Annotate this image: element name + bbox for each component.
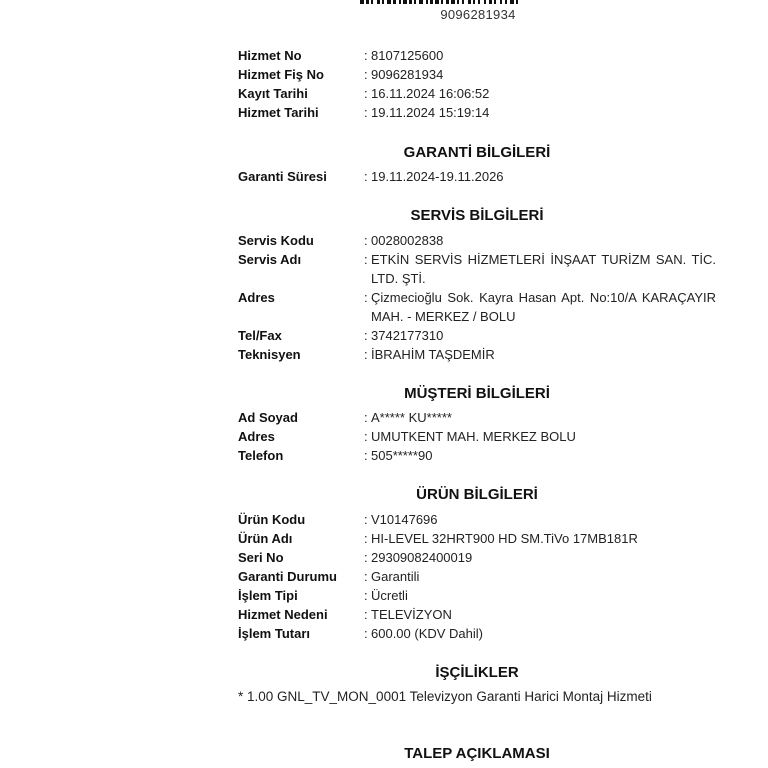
field-value: Ücretli: [371, 588, 408, 603]
section-heading-product: ÜRÜN BİLGİLERİ: [416, 486, 538, 503]
barcode-bar: [387, 0, 391, 4]
field-label: Adres: [238, 429, 275, 444]
barcode-bar: [478, 0, 480, 4]
field-label: Telefon: [238, 448, 284, 463]
field-value: Çizmecioğlu Sok. Kayra Hasan Apt. No:10/A KARAÇAYIR MAH. - MERKEZ / BOLU: [371, 290, 716, 324]
field-colon: :: [364, 169, 368, 184]
field-colon: :: [364, 328, 368, 343]
field-label: Teknisyen: [238, 347, 301, 362]
barcode-bar: [441, 0, 443, 4]
field-colon: :: [364, 607, 368, 622]
field-label: Kayıt Tarihi: [238, 86, 308, 101]
field-value: HI-LEVEL 32HRT900 HD SM.TiVo 17MB181R: [371, 531, 638, 546]
field-value: 9096281934: [371, 67, 444, 82]
field-value: Garantili: [371, 569, 420, 584]
field-value: 600.00 (KDV Dahil): [371, 626, 483, 641]
barcode-bar: [426, 0, 428, 4]
field-colon: :: [364, 569, 368, 584]
barcode-bar: [382, 0, 384, 4]
field-colon: :: [364, 429, 368, 444]
field-label: Hizmet Fiş No: [238, 67, 324, 82]
field-label: Tel/Fax: [238, 328, 282, 343]
barcode-bar: [484, 0, 486, 4]
field-value: 3742177310: [371, 328, 444, 343]
field-colon: :: [364, 512, 368, 527]
barcode-bar: [462, 0, 464, 4]
field-label: Ürün Kodu: [238, 512, 306, 527]
field-label: Ürün Adı: [238, 531, 293, 546]
field-value: 19.11.2024-19.11.2026: [371, 169, 504, 184]
barcode-bar: [510, 0, 514, 4]
field-colon: :: [364, 347, 368, 362]
field-value: ETKİN SERVİS HİZMETLERİ İNŞAAT TURİZM SAN. TİC. LTD. ŞTİ.: [371, 252, 716, 286]
field-value: 8107125600: [371, 48, 444, 63]
barcode-bar: [430, 0, 433, 4]
barcode-bar: [457, 0, 459, 4]
barcode-bar: [489, 0, 492, 4]
field-label: Servis Adı: [238, 252, 302, 267]
field-value: 16.11.2024 16:06:52: [371, 86, 490, 101]
field-label: Garanti Süresi: [238, 169, 327, 184]
field-colon: :: [364, 550, 368, 565]
barcode-bar: [366, 0, 369, 4]
barcode-bar: [403, 0, 407, 4]
field-colon: :: [364, 86, 368, 101]
field-colon: :: [364, 48, 368, 63]
field-value: A***** KU*****: [371, 410, 452, 425]
barcode-bar: [500, 0, 502, 4]
barcode-bar: [473, 0, 475, 4]
barcode-bar: [414, 0, 416, 4]
barcode-bar: [435, 0, 439, 4]
field-colon: :: [364, 588, 368, 603]
barcode-bar: [399, 0, 401, 4]
field-colon: :: [364, 233, 368, 248]
section-heading-service: SERVİS BİLGİLERİ: [410, 207, 544, 224]
field-label: Seri No: [238, 550, 284, 565]
field-label: Hizmet Nedeni: [238, 607, 328, 622]
field-value: İBRAHİM TAŞDEMİR: [371, 347, 495, 362]
barcode: [360, 0, 592, 4]
barcode-bar: [505, 0, 507, 4]
barcode-bar: [468, 0, 471, 4]
section-heading-warranty: GARANTİ BİLGİLERİ: [403, 144, 551, 161]
field-value: UMUTKENT MAH. MERKEZ BOLU: [371, 429, 576, 444]
field-value: 505*****90: [371, 448, 433, 463]
section-heading-request: TALEP AÇIKLAMASI: [404, 745, 550, 762]
field-label: İşlem Tutarı: [238, 626, 311, 641]
barcode-bar: [451, 0, 455, 4]
field-colon: :: [364, 531, 368, 546]
barcode-bar: [494, 0, 496, 4]
barcode-bar: [446, 0, 449, 4]
field-value: 19.11.2024 15:19:14: [371, 105, 490, 120]
field-value: TELEVİZYON: [371, 607, 452, 622]
field-label: Hizmet No: [238, 48, 302, 63]
barcode-bar: [360, 0, 364, 4]
field-value: 29309082400019: [371, 550, 473, 565]
field-label: İşlem Tipi: [238, 588, 298, 603]
barcode-number: 9096281934: [440, 7, 516, 22]
field-value: 0028002838: [371, 233, 444, 248]
barcode-bar: [516, 0, 518, 4]
field-colon: :: [364, 290, 368, 305]
barcode-bar: [393, 0, 396, 4]
section-heading-customer: MÜŞTERİ BİLGİLERİ: [404, 385, 550, 402]
field-label: Adres: [238, 290, 275, 305]
field-colon: :: [364, 252, 368, 267]
field-label: Ad Soyad: [238, 410, 298, 425]
field-colon: :: [364, 448, 368, 463]
field-colon: :: [364, 410, 368, 425]
field-colon: :: [364, 67, 368, 82]
barcode-bar: [377, 0, 380, 4]
section-heading-labor: İŞÇİLİKLER: [435, 664, 519, 681]
field-label: Servis Kodu: [238, 233, 314, 248]
barcode-bar: [419, 0, 423, 4]
field-label: Hizmet Tarihi: [238, 105, 319, 120]
field-colon: :: [364, 105, 368, 120]
barcode-bar: [371, 0, 373, 4]
field-label: Garanti Durumu: [238, 569, 337, 584]
labor-item: * 1.00 GNL_TV_MON_0001 Televizyon Garanti Harici Montaj Hizmeti: [238, 689, 652, 704]
barcode-bar: [409, 0, 412, 4]
field-colon: :: [364, 626, 368, 641]
field-value: V10147696: [371, 512, 438, 527]
